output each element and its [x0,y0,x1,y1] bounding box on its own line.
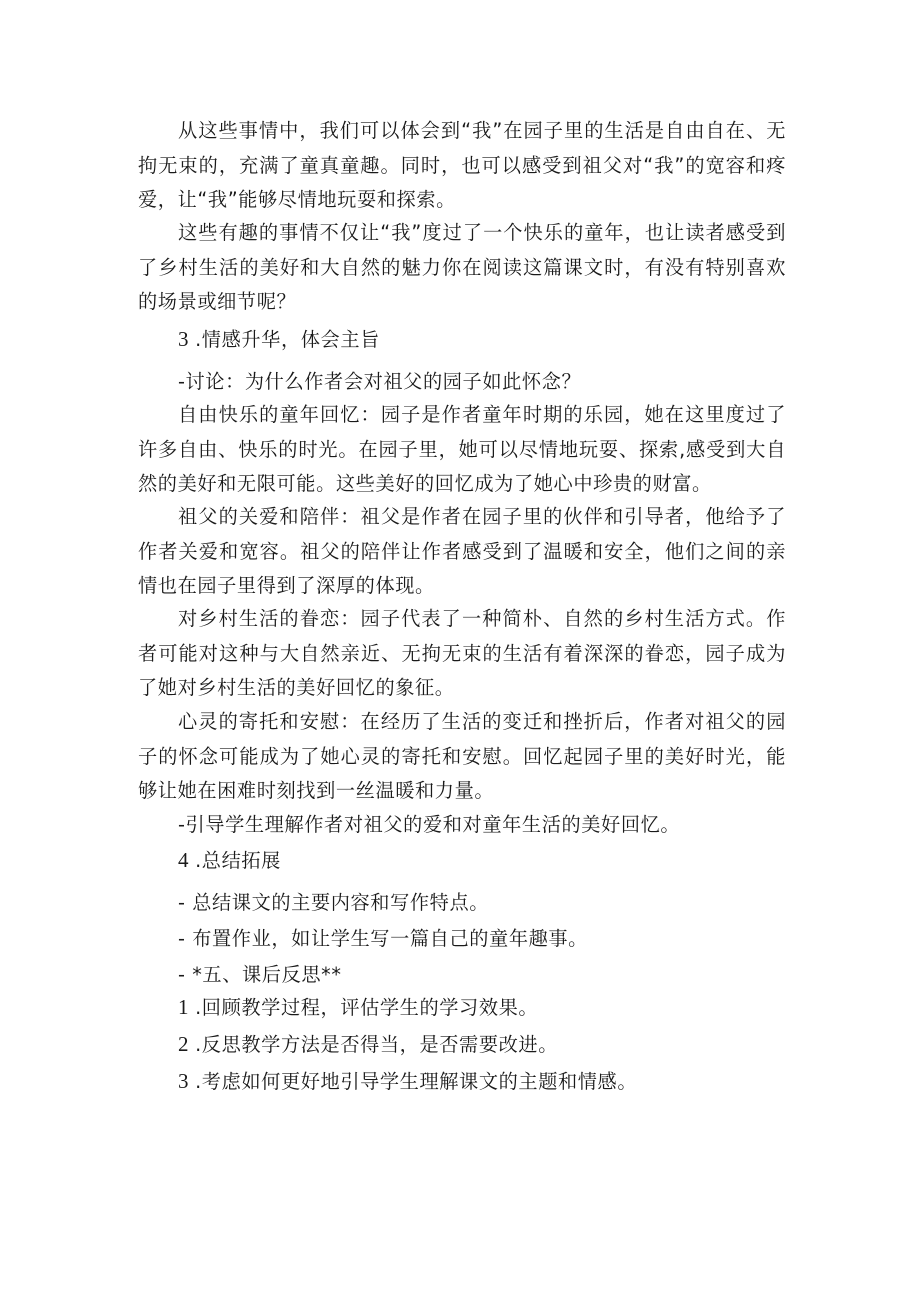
item-number: 2 [178,1032,190,1056]
list-item: - 布置作业，如让学生写一篇自己的童年趣事。 [178,927,588,950]
item-text: .考虑如何更好地引导学生理解课文的主题和情感。 [195,1070,638,1093]
reflection-item [178,1064,798,1099]
discussion-line: -讨论：为什么作者会对祖父的园子如此怀念？ [178,370,582,393]
paragraph-rural-life: 这些有趣的事情不仅让“我”度过了一个快乐的童年，也让读者感受到了乡村生活的美好和大自然的魅力你在阅读这篇课文时，有没有特别喜欢的场景或细节呢？ [138,221,786,313]
section-4-heading [178,843,798,878]
item-text: .回顾教学过程，评估学生的学习效果。 [195,996,539,1019]
section-number: 3 [178,327,190,351]
point-spiritual-comfort: 心灵的寄托和安慰：在经历了生活的变迁和挫折后，作者对祖父的园子的怀念可能成为了她心灵的寄托和安慰。回忆起园子里的美好时光，能够让她在困难时刻找到一丝温暖和力量。 [138,710,786,802]
paragraph-freedom: 从这些事情中，我们可以体会到“我”在园子里的生活是自由自在、无拘无束的，充满了童真童趣。同时，也可以感受到祖父对“我”的宽容和疼爱，让“我”能够尽情地玩耍和探索。 [138,119,786,211]
section-title: .总结拓展 [195,849,281,872]
reflection-item [178,990,798,1025]
item-number: 3 [178,1069,190,1093]
section-title: .情感升华，体会主旨 [195,328,380,351]
section-3-heading [178,322,798,357]
section-number: 4 [178,848,190,872]
reflection-item [178,1027,798,1062]
point-childhood-memory: 自由快乐的童年回忆：园子是作者童年时期的乐园，她在这里度过了许多自由、快乐的时光。在园子里，她可以尽情地玩耍、探索,感受到大自然的美好和无限可能。这些美好的回忆成为了她心中珍贵的财富。 [138,403,786,495]
list-item: - 总结课文的主要内容和写作特点。 [178,891,490,914]
point-grandfather-care: 祖父的关爱和陪伴：祖父是作者在园子里的伙伴和引导者，他给予了作者关爱和宽容。祖父的陪伴让作者感受到了温暖和安全，他们之间的亲情也在园子里得到了深厚的体现。 [138,505,786,597]
guide-line: -引导学生理解作者对祖父的爱和对童年生活的美好回忆。 [178,813,681,836]
point-rural-attachment: 对乡村生活的眷恋：园子代表了一种简朴、自然的乡村生活方式。作者可能对这种与大自然亲近、无拘无束的生活有着深深的眷恋，园子成为了她对乡村生活的美好回忆的象征。 [138,607,786,699]
item-number: 1 [178,995,190,1019]
list-item: - *五、课后反思** [178,963,342,986]
item-text: .反思教学方法是否得当，是否需要改进。 [195,1033,558,1056]
